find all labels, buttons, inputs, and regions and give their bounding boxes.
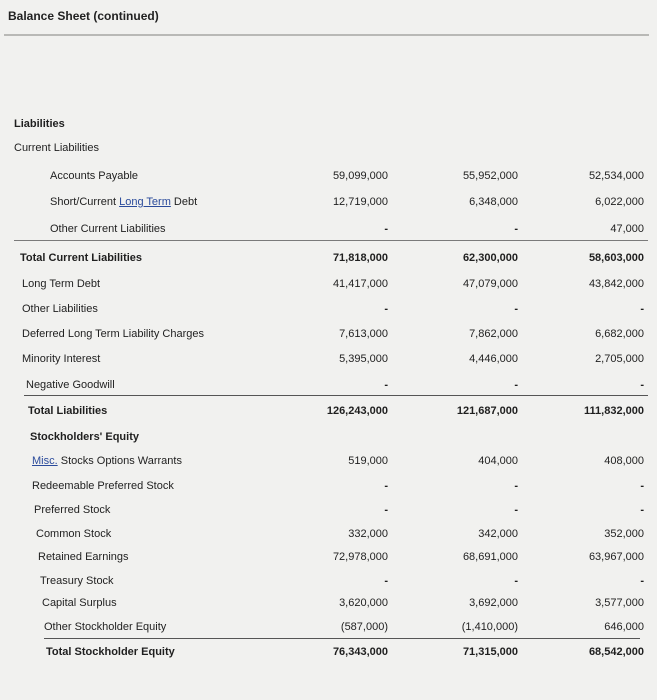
table-row — [0, 547, 657, 567]
misc-link[interactable]: Misc. — [32, 455, 58, 467]
value-col-1: 59,099,000 — [332, 170, 388, 182]
value-col-2: - — [514, 504, 518, 516]
table-row — [0, 524, 657, 544]
value-col-2: 55,952,000 — [462, 170, 518, 182]
liabilities-heading: Liabilities — [14, 118, 65, 130]
value-col-3: 352,000 — [604, 528, 644, 540]
row-label: Other Liabilities — [22, 303, 98, 315]
row-label: Retained Earnings — [38, 551, 129, 563]
value-col-2: - — [514, 575, 518, 587]
section-heading-liabilities — [0, 114, 657, 134]
value-col-2: (1,410,000) — [461, 621, 518, 633]
section-heading-equity — [0, 427, 657, 447]
row-label: Common Stock — [36, 528, 112, 540]
value-col-2: - — [514, 303, 518, 315]
table-row — [0, 349, 657, 369]
table-row — [0, 617, 657, 637]
table-row — [0, 571, 657, 591]
value-col-1: - — [384, 504, 388, 516]
current-liabilities-heading: Current Liabilities — [14, 142, 99, 154]
row-label-suffix: Debt — [170, 196, 198, 208]
value-col-3: 68,542,000 — [588, 646, 644, 658]
value-col-3: - — [640, 303, 644, 315]
value-col-3: 408,000 — [604, 455, 644, 467]
table-row — [0, 166, 657, 186]
row-label-suffix: Stocks Options Warrants — [57, 455, 182, 467]
row-label: Capital Surplus — [42, 597, 117, 609]
table-row — [0, 500, 657, 520]
value-col-1: 332,000 — [348, 528, 388, 540]
row-label: Minority Interest — [22, 353, 101, 365]
value-col-2: 68,691,000 — [462, 551, 518, 563]
row-label: Negative Goodwill — [26, 379, 115, 391]
value-col-1: 71,818,000 — [332, 252, 388, 264]
value-col-1: 519,000 — [348, 455, 388, 467]
row-label: Other Current Liabilities — [50, 223, 166, 235]
value-col-1: - — [384, 480, 388, 492]
divider — [44, 638, 640, 639]
table-row — [0, 192, 657, 212]
page-title: Balance Sheet (continued) — [8, 9, 159, 23]
row-label: Long Term Debt — [22, 278, 101, 290]
table-row — [0, 593, 657, 613]
value-col-2: 3,692,000 — [469, 597, 518, 609]
value-col-2: - — [514, 379, 518, 391]
value-col-1: 76,343,000 — [332, 646, 388, 658]
table-row — [0, 324, 657, 344]
row-label — [50, 192, 197, 212]
value-col-2: 47,079,000 — [462, 278, 518, 290]
value-col-3: 6,682,000 — [595, 328, 644, 340]
table-row — [0, 219, 657, 239]
value-col-3: 58,603,000 — [588, 252, 644, 264]
value-col-1: - — [384, 303, 388, 315]
total-row — [0, 642, 657, 662]
row-label-prefix: Short/Current — [50, 196, 120, 208]
value-col-1: 5,395,000 — [339, 353, 388, 365]
row-label: Total Liabilities — [28, 405, 108, 417]
value-col-2: 6,348,000 — [469, 196, 518, 208]
value-col-3: 52,534,000 — [588, 170, 644, 182]
value-col-3: 3,577,000 — [595, 597, 644, 609]
subsection-heading-current-liabilities — [0, 138, 657, 158]
value-col-3: - — [640, 575, 644, 587]
value-col-2: 71,315,000 — [462, 646, 518, 658]
value-col-1: 126,243,000 — [326, 405, 388, 417]
value-col-3: - — [640, 379, 644, 391]
row-label: Treasury Stock — [40, 575, 114, 587]
value-col-1: 7,613,000 — [339, 328, 388, 340]
value-col-3: 63,967,000 — [588, 551, 644, 563]
row-label: Deferred Long Term Liability Charges — [22, 328, 204, 340]
value-col-3: 47,000 — [610, 223, 644, 235]
value-col-3: - — [640, 504, 644, 516]
total-row — [0, 248, 657, 268]
row-label: Other Stockholder Equity — [44, 621, 167, 633]
value-col-3: 6,022,000 — [595, 196, 644, 208]
value-col-3: 43,842,000 — [588, 278, 644, 290]
value-col-1: 72,978,000 — [332, 551, 388, 563]
value-col-1: - — [384, 575, 388, 587]
row-label: Total Current Liabilities — [20, 252, 143, 264]
table-row — [0, 299, 657, 319]
long-term-link[interactable]: Long Term — [119, 196, 171, 208]
row-label — [32, 451, 182, 471]
value-col-2: 404,000 — [478, 455, 518, 467]
table-row — [0, 375, 657, 395]
value-col-2: 4,446,000 — [469, 353, 518, 365]
value-col-1: - — [384, 223, 388, 235]
total-row — [0, 401, 657, 421]
table-row — [0, 476, 657, 496]
table-row — [0, 274, 657, 294]
value-col-1: (587,000) — [340, 621, 388, 633]
stockholders-equity-heading: Stockholders' Equity — [30, 431, 139, 443]
value-col-3: 2,705,000 — [595, 353, 644, 365]
table-row — [0, 451, 657, 471]
value-col-2: 62,300,000 — [462, 252, 518, 264]
value-col-1: 12,719,000 — [332, 196, 388, 208]
value-col-2: 121,687,000 — [456, 405, 518, 417]
value-col-2: - — [514, 480, 518, 492]
row-label: Preferred Stock — [34, 504, 111, 516]
divider — [14, 240, 648, 241]
value-col-3: - — [640, 480, 644, 492]
row-label: Redeemable Preferred Stock — [32, 480, 174, 492]
value-col-1: - — [384, 379, 388, 391]
value-col-2: 7,862,000 — [469, 328, 518, 340]
value-col-2: - — [514, 223, 518, 235]
row-label: Accounts Payable — [50, 170, 139, 182]
row-label: Total Stockholder Equity — [46, 646, 175, 658]
title-divider — [4, 34, 649, 36]
value-col-1: 41,417,000 — [332, 278, 388, 290]
value-col-1: 3,620,000 — [339, 597, 388, 609]
value-col-3: 111,832,000 — [584, 405, 644, 417]
divider — [24, 395, 648, 396]
value-col-2: 342,000 — [478, 528, 518, 540]
value-col-3: 646,000 — [604, 621, 644, 633]
